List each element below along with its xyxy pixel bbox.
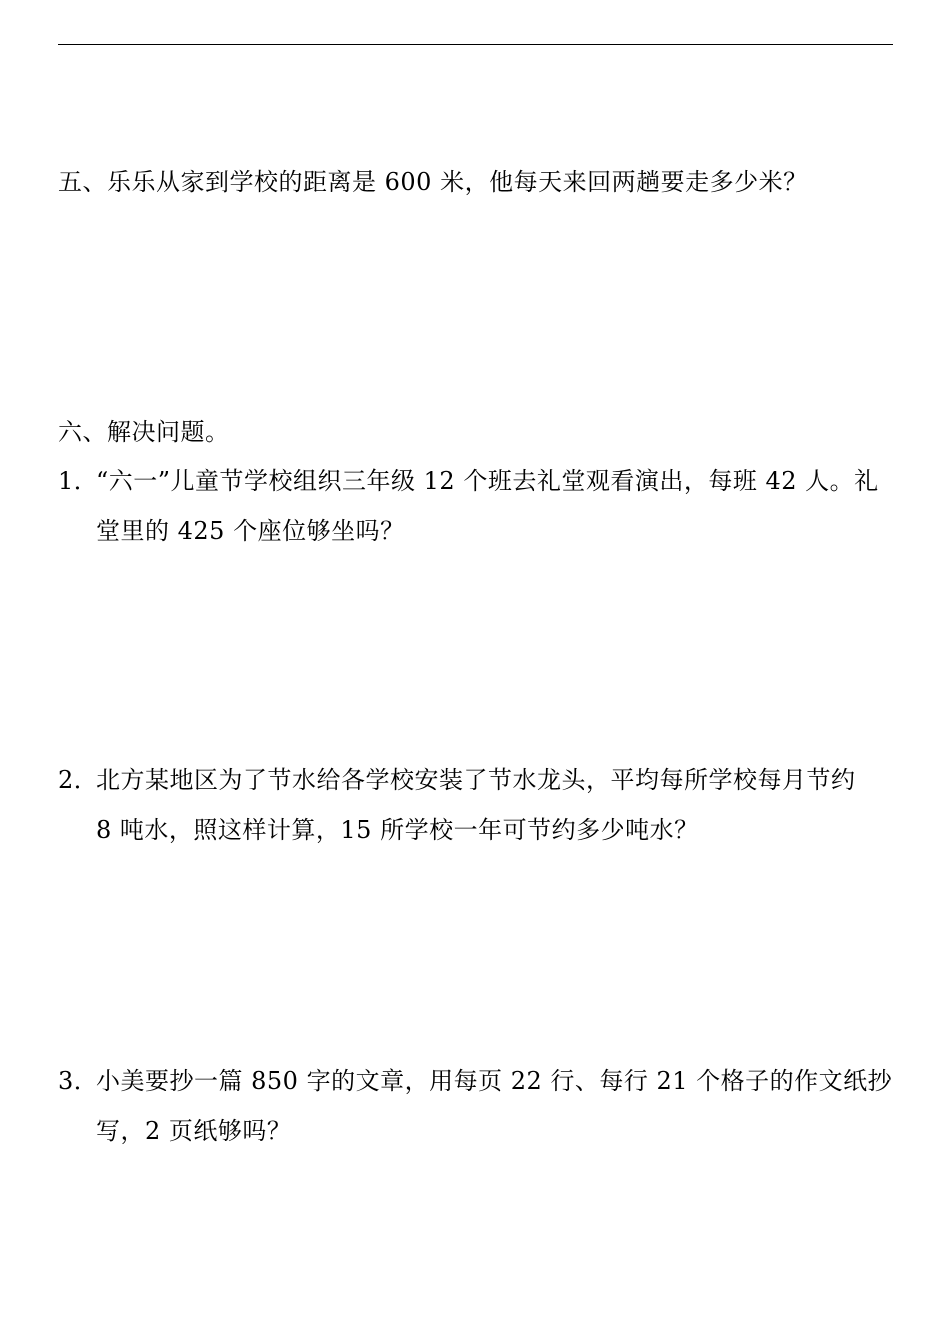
question-five: [58, 167, 808, 197]
problem-2-line-2: [96, 815, 699, 845]
problem-3-number: 3．: [58, 1067, 99, 1095]
problem-3-line-1: [58, 1066, 892, 1096]
problem-1-number: 1．: [58, 467, 99, 495]
header-rule: [58, 44, 893, 45]
section-six-heading-text: 六、解决问题。: [58, 418, 230, 446]
problem-2-text-line-2: 8 吨水，照这样计算，15 所学校一年可节约多少吨水？: [96, 816, 699, 844]
section-six-heading: [58, 417, 230, 447]
problem-1-text-line-2: 堂里的 425 个座位够坐吗？: [96, 517, 405, 545]
problem-2-number: 2．: [58, 766, 99, 794]
problem-1-line-1: [58, 466, 879, 496]
problem-3-text-line-2: 写，2 页纸够吗？: [96, 1117, 292, 1145]
problem-2-line-1: [58, 765, 856, 795]
problem-3-text-line-1: 小美要抄一篇 850 字的文章，用每页 22 行、每行 21 个格子的作文纸抄: [96, 1067, 893, 1095]
question-five-text: 五、乐乐从家到学校的距离是 600 米，他每天来回两趟要走多少米？: [58, 168, 808, 196]
problem-1-text-line-1: “六一”儿童节学校组织三年级 12 个班去礼堂观看演出，每班 42 人。礼: [96, 467, 879, 495]
problem-3-line-2: [96, 1116, 291, 1146]
problem-1-line-2: [96, 516, 405, 546]
problem-2-text-line-1: 北方某地区为了节水给各学校安装了节水龙头，平均每所学校每月节约: [96, 766, 856, 794]
